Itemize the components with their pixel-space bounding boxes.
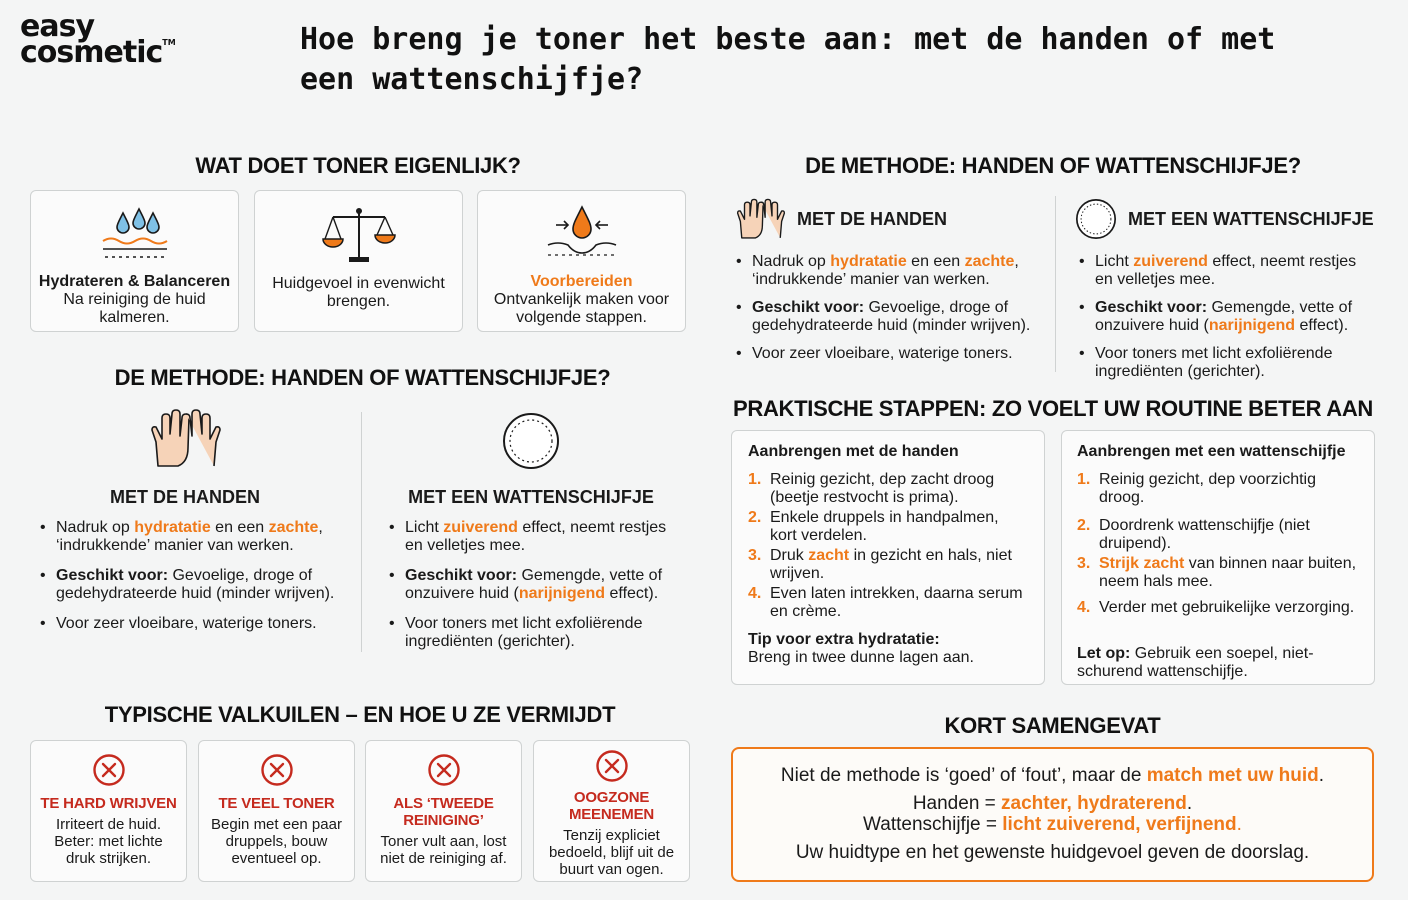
section-title-valkuilen: TYPISCHE VALKUILEN – EN HOE U ZE VERMIJDT — [104, 702, 616, 727]
highlight-narijnigend: narijnigend — [518, 585, 606, 602]
info-card-hydrateren — [30, 190, 239, 332]
step-item — [1077, 471, 1359, 507]
text-span: effect). — [1295, 317, 1349, 334]
step-item — [748, 471, 1028, 507]
list-item — [38, 519, 338, 555]
pitfall-card — [30, 740, 187, 882]
steps-list — [748, 471, 1028, 621]
prepare-skin-drop-icon — [542, 203, 622, 267]
list-item — [387, 567, 687, 603]
bold-label: Geschikt voor: — [752, 299, 865, 316]
pitfall-card — [365, 740, 522, 882]
list-watten — [387, 519, 687, 661]
step-item — [1077, 599, 1359, 617]
list-watten — [1077, 253, 1377, 391]
step-text: in gezicht en hals, niet wrijven. — [770, 547, 1012, 582]
close-circle-icon — [260, 753, 294, 787]
logo-line-1: easy — [20, 9, 95, 44]
steps-card-handen — [731, 430, 1045, 685]
text-span: Voor zeer vloeibare, waterige toners. — [752, 345, 1013, 362]
text-span: Wattenschijfje = — [863, 814, 1003, 835]
pitfall-title: TE VEEL TONER — [218, 795, 335, 812]
text-span: , ‘indrukkende’ manier van werken. — [752, 253, 1019, 288]
text-span: Handen = — [912, 793, 1002, 814]
step-text: Doordrenk wattenschijfje (niet druipend). — [1099, 517, 1310, 552]
list-item — [734, 345, 1052, 363]
text-span: effect, neemt restjes en velletjes mee. — [1095, 253, 1357, 288]
text-span: Gemengde, vette of onzuivere huid ( — [405, 567, 663, 602]
text-span: Voor toners met licht exfoliërende ingrediënten (gerichter). — [1095, 345, 1333, 380]
column-divider — [361, 412, 362, 652]
step-text: Even laten intrekken, daarna serum en crème. — [770, 585, 1023, 620]
section-title-wat-doet: WAT DOET TONER EIGENLIJK? — [195, 153, 521, 178]
pitfall-card — [533, 740, 690, 882]
close-circle-icon — [92, 753, 126, 787]
note-label: Let op: — [1077, 645, 1131, 662]
text-span: , ‘indrukkende’ manier van werken. — [56, 519, 323, 554]
step-text: Reinig gezicht, dep voorzichtig droog. — [1099, 471, 1317, 506]
info-card-text: Ontvankelijk maken voor volgende stappen. — [493, 291, 670, 326]
highlight-zuiverend: zuiverend — [1133, 253, 1208, 270]
step-item — [748, 509, 1028, 545]
highlight-zachte: zachte — [268, 519, 319, 536]
steps-card-title: Aanbrengen met de handen — [748, 443, 959, 460]
info-card-text: Na reiniging de huid kalmeren. — [63, 291, 206, 326]
list-item — [1077, 253, 1377, 289]
list-item — [387, 519, 687, 555]
pitfall-card — [198, 740, 355, 882]
note-box — [1077, 645, 1359, 681]
step-number: 3. — [1077, 555, 1091, 572]
text-span: Gevoelige, droge of gedehydrateerde huid (minder wrijven). — [56, 567, 335, 602]
balance-scale-icon — [319, 203, 399, 267]
list-item — [38, 567, 338, 603]
info-card-evenwicht — [254, 190, 463, 332]
text-span: en een — [210, 519, 269, 536]
text-span: Licht — [1095, 253, 1134, 270]
steps-card-watten — [1061, 430, 1375, 685]
column-heading-watten: MET EEN WATTENSCHIJFJE — [408, 487, 654, 507]
highlight-narijnigend: narijnigend — [1208, 317, 1296, 334]
list-item — [38, 615, 338, 633]
step-number: 1. — [748, 471, 762, 488]
highlight-zuiverend: zuiverend — [443, 519, 518, 536]
step-number: 2. — [1077, 517, 1091, 534]
text-span: . — [1318, 765, 1325, 786]
step-text: van binnen naar buiten, neem hals mee. — [1099, 555, 1357, 590]
text-span: Gevoelige, droge of gedehydrateerde huid (minder wrijven). — [752, 299, 1031, 334]
summary-line-4: Uw huidtype en het gewenste huidgevoel geven de doorslag. — [795, 842, 1310, 863]
pitfall-title: ALS ‘TWEEDE REINIGING’ — [393, 795, 494, 829]
tip-box — [748, 631, 1028, 667]
hands-icon — [148, 408, 224, 472]
steps-card-title: Aanbrengen met een wattenschijfje — [1077, 443, 1346, 460]
section-title-methode-right: DE METHODE: HANDEN OF WATTENSCHIJFJE? — [805, 153, 1301, 178]
step-text: Enkele druppels in handpalmen, kort verdelen. — [770, 509, 999, 544]
cotton-pad-icon — [1074, 197, 1118, 241]
hands-icon — [733, 198, 789, 242]
summary-line-1 — [733, 765, 1372, 786]
step-number: 3. — [748, 547, 762, 564]
highlight-zacht: zacht — [808, 547, 850, 564]
water-drops-skin-icon — [95, 203, 175, 267]
column-heading-handen: MET DE HANDEN — [797, 209, 948, 229]
step-number: 4. — [748, 585, 762, 602]
text-span: . — [1186, 793, 1193, 814]
text-span: effect, neemt restjes en velletjes mee. — [405, 519, 667, 554]
pitfall-text: Irriteert de huid. Beter: met lichte druk strijken. — [54, 816, 163, 867]
column-heading-handen: MET DE HANDEN — [109, 487, 260, 507]
step-number: 1. — [1077, 471, 1091, 488]
tip-text: Breng in twee dunne lagen aan. — [748, 649, 974, 666]
highlight-hydratatie: hydratatie — [830, 253, 907, 270]
text-span: Voor toners met licht exfoliërende ingrediënten (gerichter). — [405, 615, 643, 650]
highlight-match: match met uw huid — [1146, 765, 1319, 786]
info-card-title: Voorbereiden — [530, 273, 633, 290]
list-item — [734, 253, 1052, 289]
step-text: Verder met gebruikelijke verzorging. — [1099, 599, 1355, 616]
steps-list — [1077, 471, 1359, 617]
step-item — [748, 585, 1028, 621]
page-title: Hoe breng je toner het beste aan: met de handen of met een wattenschijfje? — [300, 22, 1276, 97]
info-card-text: Huidgevoel in evenwicht brengen. — [272, 275, 445, 310]
text-span: Niet de methode is ‘goed’ of ‘fout’, maar de — [780, 765, 1147, 786]
pitfall-title: TE HARD WRIJVEN — [40, 795, 177, 812]
note-text: Gebruik een soepel, niet-schurend wattenschijfje. — [1077, 645, 1314, 680]
pitfall-title: OOGZONE MEENEMEN — [568, 789, 655, 823]
brand-logo — [20, 9, 190, 70]
text-span: Voor zeer vloeibare, waterige toners. — [56, 615, 317, 632]
step-item — [748, 547, 1028, 583]
text-span: Nadruk op — [56, 519, 135, 536]
text-span: . — [1236, 814, 1242, 835]
step-text: Druk — [770, 547, 809, 564]
bold-label: Geschikt voor: — [1095, 299, 1208, 316]
text-span: effect). — [605, 585, 659, 602]
logo-line-2: cosmetic — [20, 34, 163, 70]
info-card-title: Hydrateren & Balanceren — [38, 273, 231, 290]
cotton-pad-icon — [500, 410, 562, 472]
close-circle-icon — [427, 753, 461, 787]
step-item — [1077, 555, 1359, 591]
section-title-praktisch: PRAKTISCHE STAPPEN: ZO VOELT UW ROUTINE BETER AAN — [732, 396, 1373, 421]
highlight-zachter: zachter, hydraterend — [1001, 793, 1187, 814]
list-handen — [734, 253, 1052, 373]
section-title-samenvatting: KORT SAMENGEVAT — [944, 713, 1161, 738]
pitfall-text: Toner vult aan, lost niet de reiniging af. — [380, 833, 507, 867]
pitfall-text: Tenzij expliciet bedoeld, blijf uit de buurt van ogen. — [548, 827, 675, 878]
close-circle-icon — [595, 749, 629, 783]
tip-label: Tip voor extra hydratatie: — [748, 631, 940, 648]
logo-trademark: TM — [162, 37, 176, 47]
bold-label: Geschikt voor: — [56, 567, 169, 584]
list-item — [387, 615, 687, 651]
step-text: Reinig gezicht, dep zacht droog (beetje restvocht is prima). — [770, 471, 995, 506]
summary-line-3 — [733, 814, 1372, 835]
summary-line-2 — [733, 793, 1372, 814]
text-span: Nadruk op — [752, 253, 831, 270]
highlight-zuiverend: licht zuiverend, verfijnend — [1002, 814, 1237, 835]
step-number: 4. — [1077, 599, 1091, 616]
info-card-voorbereiden — [477, 190, 686, 332]
list-item — [734, 299, 1052, 335]
pitfall-text: Begin met een paar druppels, bouw eventueel op. — [211, 816, 342, 867]
summary-box — [731, 747, 1374, 882]
highlight-zachte: zachte — [964, 253, 1015, 270]
list-item — [1077, 345, 1377, 381]
step-item — [1077, 517, 1359, 553]
highlight-strijk-zacht: Strijk zacht — [1099, 555, 1185, 572]
list-item — [1077, 299, 1377, 335]
text-span: Gemengde, vette of onzuivere huid ( — [1095, 299, 1353, 334]
text-span: en een — [906, 253, 965, 270]
column-divider — [1055, 196, 1056, 372]
section-title-methode-left: DE METHODE: HANDEN OF WATTENSCHIJFJE? — [114, 365, 611, 390]
list-handen — [38, 519, 338, 643]
step-number: 2. — [748, 509, 762, 526]
highlight-hydratatie: hydratatie — [134, 519, 211, 536]
bold-label: Geschikt voor: — [405, 567, 518, 584]
column-heading-watten: MET EEN WATTENSCHIJFJE — [1128, 209, 1374, 229]
text-span: Licht — [405, 519, 444, 536]
